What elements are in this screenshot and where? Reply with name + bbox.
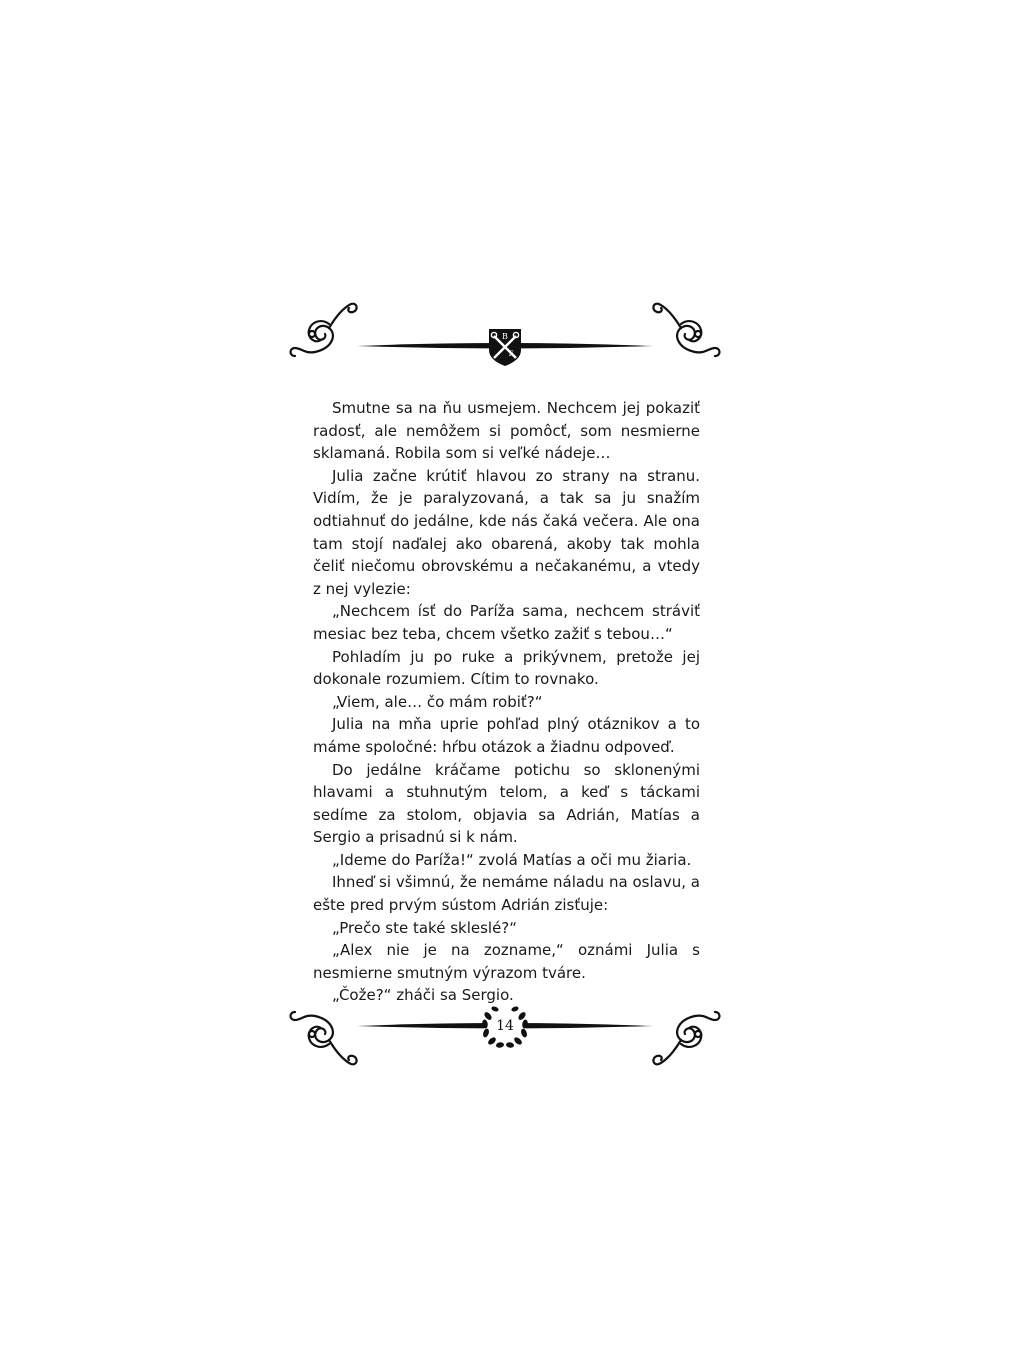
paragraph: Pohladím ju po ruke a prikývnem, pretože jej dokonale rozumiem. Cítim to rovnako.: [313, 647, 700, 689]
left-scroll-icon: [291, 1012, 357, 1064]
paragraph: Ihneď si všimnú, že nemáme náladu na oslavu, a ešte pred prvým sústom Adrián zisťuje:: [313, 873, 700, 915]
paragraph: „Prečo ste také skleslé?“: [332, 918, 518, 937]
paragraph: Julia začne krútiť hlavou zo strany na stranu. Vidím, že je paralyzovaná, a tak sa ju snažím odtiahnuť do jedálne, kde nás čaká večera. Ale ona tam stojí naďalej ako obarená, akoby tak mohla čeliť niečomu obrovskému a nečakanému, a vtedy z nej vylezie:: [313, 466, 700, 598]
bottom-ornament: [285, 992, 725, 1072]
paragraph: „Nechcem ísť do Paríža sama, nechcem stráviť mesiac bez teba, chcem všetko zažiť s tebou…“: [313, 602, 700, 643]
page-number: 14: [496, 1018, 514, 1034]
right-scroll-icon: [653, 1012, 719, 1064]
crest-letter-f: F: [508, 350, 514, 358]
paragraph: „Alex nie je na zozname,“ oznámi Julia s nesmierne smutným výrazom tváre.: [313, 941, 700, 982]
crest-letter-b: B: [502, 332, 508, 341]
right-scroll-icon: [653, 304, 719, 356]
paragraph: „Čože?“ zháči sa Sergio.: [332, 986, 514, 1005]
left-scroll-icon: [291, 304, 357, 356]
paragraph: Do jedálne kráčame potichu so sklonenými hlavami a stuhnutým telom, a keď s táckami sedíme za stolom, objavia sa Adrián, Matías a Sergio a prisadnú si k nám.: [313, 760, 700, 847]
paragraph: Julia na mňa uprie pohľad plný otáznikov a to máme spoločné: hŕbu otázok a žiadnu odpoveď.: [313, 715, 700, 756]
paragraph: „Ideme do Paríža!“ zvolá Matías a oči mu žiaria.: [332, 850, 692, 869]
top-flourish-divider: [285, 298, 725, 378]
body-text: [313, 397, 700, 1007]
top-ornament: [285, 298, 725, 378]
paragraph: „Viem, ale… čo mám robiť?“: [332, 692, 543, 711]
paragraph: Smutne sa na ňu usmejem. Nechcem jej pokaziť radosť, ale nemôžem si pomôcť, som nesmierne sklamaná. Robila som si veľké nádeje…: [313, 399, 700, 463]
